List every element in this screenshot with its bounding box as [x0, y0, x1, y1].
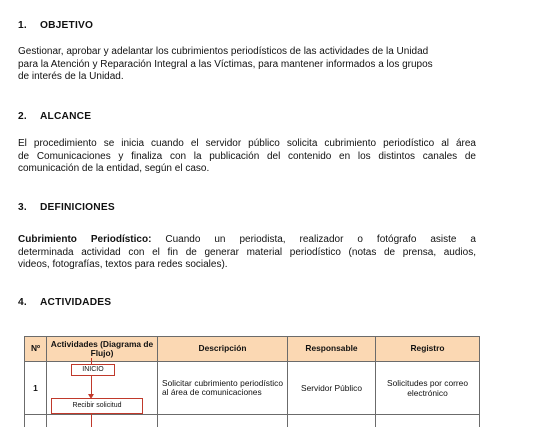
- section-heading-objetivo: [18, 20, 93, 31]
- flow-start-node: INICIO: [71, 364, 115, 376]
- table-row-partial: [25, 415, 480, 427]
- section-heading-definiciones: [18, 202, 115, 213]
- alcance-paragraph: [18, 138, 476, 176]
- objetivo-paragraph: [18, 46, 476, 84]
- flow-connector: [91, 414, 92, 427]
- section-heading-actividades: [18, 297, 111, 308]
- row-number: 1: [25, 362, 47, 415]
- section-heading-alcance: [18, 111, 91, 122]
- row-responsable: Servidor Público: [288, 362, 376, 415]
- text-line: Gestionar, aprobar y adelantar los cubrimientos periodísticos de las actividades de la Unidad: [18, 46, 476, 59]
- header-registro: Registro: [376, 337, 480, 362]
- section-number: 3.: [18, 202, 40, 213]
- row-registro: [376, 415, 480, 427]
- definition-term: Cubrimiento Periodístico:: [18, 234, 151, 245]
- text-line: El procedimiento se inicia cuando el servidor público solicita cubrimiento periodístico al área: [18, 138, 476, 151]
- table-header-row: [25, 337, 480, 362]
- flow-arrow: [91, 375, 92, 395]
- table-row: [25, 362, 480, 415]
- flowchart-cell: [47, 362, 158, 415]
- header-descripcion: Descripción: [158, 337, 288, 362]
- row-registro: Solicitudes por correo electrónico: [376, 362, 480, 415]
- row-responsable: [288, 415, 376, 427]
- header-num: Nº: [25, 337, 47, 362]
- row-description: Solicitar cubrimiento periodístico al área de comunicaciones: [158, 362, 288, 415]
- text-line: determinada actividad con el fin de generar material periodístico (notas de prensa, audios,: [18, 247, 476, 260]
- text-line: de Comunicaciones y finaliza con la publicación del contenido en los distintos canales de: [18, 151, 476, 164]
- activities-table: [24, 336, 480, 427]
- section-number: 4.: [18, 297, 40, 308]
- text-line: videos, fotografías, textos para redes sociales).: [18, 259, 476, 272]
- section-number: 2.: [18, 111, 40, 122]
- text-line: [18, 234, 476, 247]
- definiciones-paragraph: [18, 234, 476, 272]
- text-line: para la Atención y Reparación Integral a las Víctimas, para mantener informados a los grupos: [18, 59, 476, 72]
- row-description: [158, 415, 288, 427]
- section-title: DEFINICIONES: [40, 202, 115, 213]
- definition-text: Cuando un periodista, realizador o fotógrafo asiste a: [151, 234, 476, 245]
- flowchart-cell: [47, 415, 158, 427]
- text-line: comunicación de la entidad, según el caso.: [18, 163, 476, 176]
- header-responsable: Responsable: [288, 337, 376, 362]
- flow-step-node: Recibir solicitud: [51, 398, 143, 414]
- row-number: [25, 415, 47, 427]
- text-line: de interés de la Unidad.: [18, 71, 476, 84]
- header-actividades: Actividades (Diagrama de Flujo): [47, 337, 158, 362]
- section-title: ACTIVIDADES: [40, 297, 111, 308]
- section-title: OBJETIVO: [40, 20, 93, 31]
- section-title: ALCANCE: [40, 111, 91, 122]
- section-number: 1.: [18, 20, 40, 31]
